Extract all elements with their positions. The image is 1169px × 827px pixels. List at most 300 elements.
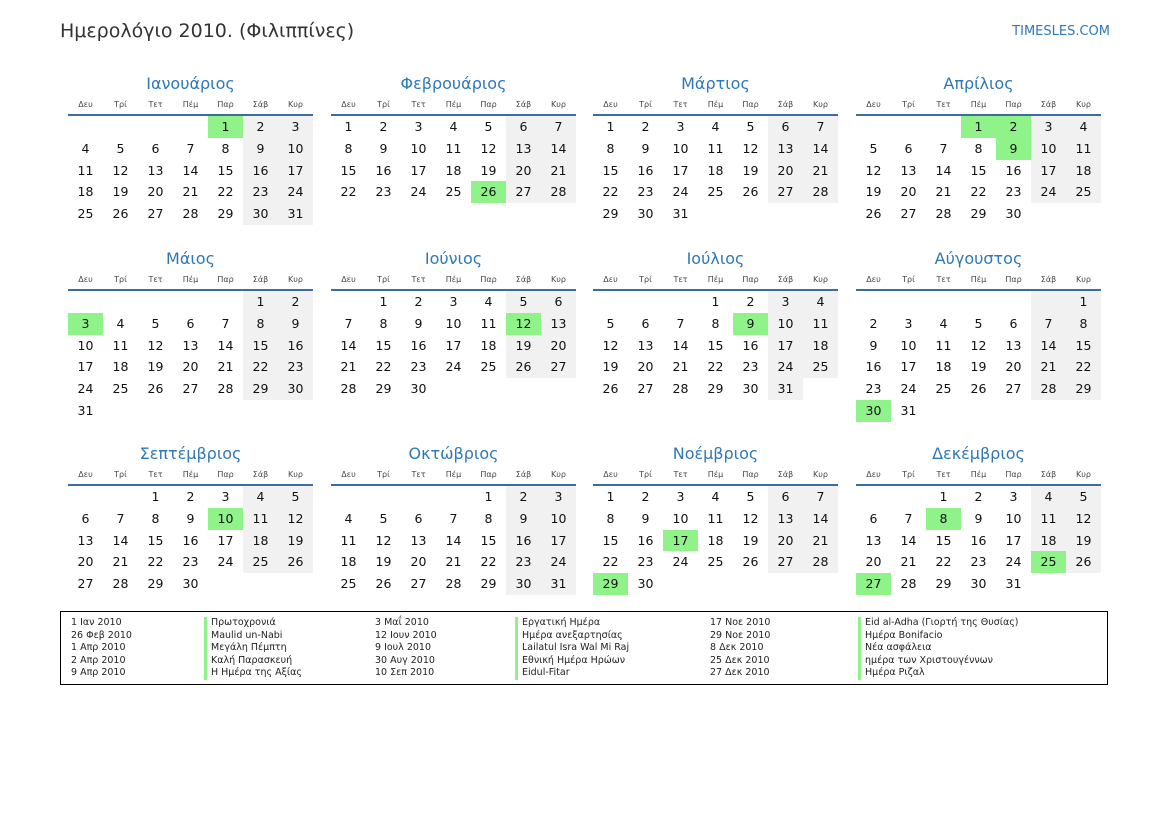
day-cell[interactable]: 16 — [742, 337, 759, 353]
day-cell[interactable]: 12 — [1066, 508, 1101, 530]
day-cell[interactable]: 19 — [602, 359, 619, 375]
day-cell[interactable]: 14 — [1031, 335, 1066, 357]
day-cell[interactable]: 24 — [541, 551, 576, 573]
day-cell[interactable]: 18 — [112, 359, 129, 375]
day-cell[interactable]: 25 — [445, 184, 462, 200]
day-cell[interactable]: 28 — [672, 381, 689, 397]
day-cell[interactable]: 15 — [375, 337, 392, 353]
day-cell[interactable]: 13 — [1005, 337, 1022, 353]
day-cell[interactable]: 20 — [506, 160, 541, 182]
day-cell[interactable]: 10 — [541, 508, 576, 530]
day-cell[interactable]: 17 — [663, 530, 698, 552]
day-cell[interactable]: 7 — [541, 116, 576, 138]
day-cell[interactable]: 10 — [445, 315, 462, 331]
day-cell[interactable]: 4 — [449, 119, 458, 134]
day-cell[interactable]: 1 — [939, 489, 948, 504]
day-cell[interactable]: 10 — [672, 510, 689, 526]
day-cell[interactable]: 15 — [480, 532, 497, 548]
day-cell[interactable]: 13 — [768, 138, 803, 160]
day-cell[interactable]: 27 — [637, 381, 654, 397]
day-cell[interactable]: 7 — [803, 486, 838, 508]
day-cell[interactable]: 25 — [707, 554, 724, 570]
day-cell[interactable]: 20 — [182, 359, 199, 375]
day-cell[interactable]: 28 — [541, 181, 576, 203]
day-cell[interactable]: 12 — [602, 337, 619, 353]
day-cell[interactable]: 16 — [637, 532, 654, 548]
day-cell[interactable]: 23 — [865, 381, 882, 397]
day-cell[interactable]: 9 — [414, 315, 423, 331]
day-cell[interactable]: 17 — [541, 530, 576, 552]
day-cell[interactable]: 15 — [147, 532, 164, 548]
day-cell[interactable]: 27 — [900, 206, 917, 222]
day-cell[interactable]: 4 — [81, 140, 90, 156]
day-cell[interactable]: 31 — [768, 378, 803, 400]
day-cell[interactable]: 19 — [480, 162, 497, 178]
day-cell[interactable]: 6 — [506, 116, 541, 138]
day-cell[interactable]: 21 — [217, 359, 234, 375]
day-cell[interactable]: 23 — [1005, 184, 1022, 200]
day-cell[interactable]: 23 — [506, 551, 541, 573]
day-cell[interactable]: 12 — [480, 140, 497, 156]
day-cell[interactable]: 23 — [970, 554, 987, 570]
day-cell[interactable]: 28 — [340, 381, 357, 397]
day-cell[interactable]: 19 — [970, 359, 987, 375]
day-cell[interactable]: 22 — [602, 184, 619, 200]
day-cell[interactable]: 29 — [602, 206, 619, 222]
day-cell[interactable]: 3 — [414, 119, 423, 134]
day-cell[interactable]: 3 — [768, 291, 803, 313]
day-cell[interactable]: 24 — [672, 554, 689, 570]
day-cell[interactable]: 19 — [742, 162, 759, 178]
day-cell[interactable]: 13 — [410, 532, 427, 548]
day-cell[interactable]: 18 — [707, 162, 724, 178]
day-cell[interactable]: 19 — [742, 532, 759, 548]
day-cell[interactable]: 22 — [340, 184, 357, 200]
day-cell[interactable]: 28 — [900, 576, 917, 592]
day-cell[interactable]: 27 — [182, 381, 199, 397]
day-cell[interactable]: 3 — [676, 489, 685, 504]
day-cell[interactable]: 3 — [904, 315, 913, 331]
day-cell[interactable]: 14 — [217, 337, 234, 353]
day-cell[interactable]: 3 — [449, 294, 458, 309]
day-cell[interactable]: 19 — [147, 359, 164, 375]
day-cell[interactable]: 21 — [340, 359, 357, 375]
day-cell[interactable]: 31 — [1005, 576, 1022, 592]
day-cell[interactable]: 3 — [676, 119, 685, 134]
day-cell[interactable]: 26 — [742, 554, 759, 570]
day-cell[interactable]: 15 — [602, 162, 619, 178]
day-cell[interactable]: 2 — [278, 291, 313, 313]
day-cell[interactable]: 27 — [77, 576, 94, 592]
day-cell[interactable]: 13 — [182, 337, 199, 353]
day-cell[interactable]: 5 — [278, 486, 313, 508]
day-cell[interactable]: 6 — [81, 510, 90, 526]
day-cell[interactable]: 28 — [803, 181, 838, 203]
day-cell[interactable]: 2 — [243, 116, 278, 138]
day-cell[interactable]: 31 — [278, 203, 313, 225]
day-cell[interactable]: 6 — [151, 140, 160, 156]
day-cell[interactable]: 4 — [711, 489, 720, 504]
day-cell[interactable]: 12 — [970, 337, 987, 353]
day-cell[interactable]: 12 — [506, 313, 541, 335]
day-cell[interactable]: 7 — [803, 116, 838, 138]
day-cell[interactable]: 11 — [480, 315, 497, 331]
day-cell[interactable]: 18 — [1031, 530, 1066, 552]
day-cell[interactable]: 25 — [77, 206, 94, 222]
day-cell[interactable]: 30 — [278, 378, 313, 400]
day-cell[interactable]: 29 — [1066, 378, 1101, 400]
day-cell[interactable]: 13 — [768, 508, 803, 530]
day-cell[interactable]: 19 — [278, 530, 313, 552]
day-cell[interactable]: 12 — [742, 140, 759, 156]
day-cell[interactable]: 8 — [243, 313, 278, 335]
day-cell[interactable]: 26 — [147, 381, 164, 397]
day-cell[interactable]: 6 — [904, 140, 913, 156]
day-cell[interactable]: 13 — [77, 532, 94, 548]
day-cell[interactable]: 9 — [243, 138, 278, 160]
day-cell[interactable]: 7 — [116, 510, 125, 526]
day-cell[interactable]: 9 — [186, 510, 195, 526]
day-cell[interactable]: 14 — [182, 162, 199, 178]
day-cell[interactable]: 13 — [147, 162, 164, 178]
day-cell[interactable]: 6 — [1009, 315, 1018, 331]
day-cell[interactable]: 31 — [900, 402, 917, 418]
day-cell[interactable]: 9 — [641, 140, 650, 156]
day-cell[interactable]: 26 — [375, 576, 392, 592]
day-cell[interactable]: 6 — [186, 315, 195, 331]
day-cell[interactable]: 3 — [1009, 489, 1018, 504]
day-cell[interactable]: 20 — [768, 530, 803, 552]
day-cell[interactable]: 10 — [77, 337, 94, 353]
day-cell[interactable]: 2 — [506, 486, 541, 508]
day-cell[interactable]: 8 — [606, 140, 615, 156]
day-cell[interactable]: 4 — [803, 291, 838, 313]
day-cell[interactable]: 24 — [1031, 181, 1066, 203]
day-cell[interactable]: 30 — [1005, 206, 1022, 222]
day-cell[interactable]: 27 — [410, 576, 427, 592]
day-cell[interactable]: 30 — [506, 573, 541, 595]
day-cell[interactable]: 17 — [217, 532, 234, 548]
day-cell[interactable]: 20 — [637, 359, 654, 375]
day-cell[interactable]: 2 — [996, 116, 1031, 138]
day-cell[interactable]: 19 — [865, 184, 882, 200]
day-cell[interactable]: 27 — [768, 181, 803, 203]
day-cell[interactable]: 29 — [147, 576, 164, 592]
day-cell[interactable]: 1 — [1066, 291, 1101, 313]
day-cell[interactable]: 30 — [410, 381, 427, 397]
day-cell[interactable]: 3 — [541, 486, 576, 508]
day-cell[interactable]: 24 — [672, 184, 689, 200]
day-cell[interactable]: 17 — [672, 162, 689, 178]
day-cell[interactable]: 17 — [278, 160, 313, 182]
day-cell[interactable]: 14 — [803, 508, 838, 530]
day-cell[interactable]: 25 — [340, 576, 357, 592]
day-cell[interactable]: 4 — [1031, 486, 1066, 508]
day-cell[interactable]: 8 — [711, 315, 720, 331]
day-cell[interactable]: 16 — [375, 162, 392, 178]
day-cell[interactable]: 18 — [77, 184, 94, 200]
day-cell[interactable]: 1 — [379, 294, 388, 309]
day-cell[interactable]: 21 — [803, 160, 838, 182]
day-cell[interactable]: 26 — [1066, 551, 1101, 573]
day-cell[interactable]: 5 — [379, 510, 388, 526]
day-cell[interactable]: 8 — [344, 140, 353, 156]
day-cell[interactable]: 27 — [768, 551, 803, 573]
day-cell[interactable]: 16 — [182, 532, 199, 548]
day-cell[interactable]: 25 — [1031, 551, 1066, 573]
day-cell[interactable]: 2 — [746, 294, 755, 309]
day-cell[interactable]: 17 — [77, 359, 94, 375]
day-cell[interactable]: 25 — [1066, 181, 1101, 203]
day-cell[interactable]: 30 — [970, 576, 987, 592]
day-cell[interactable]: 8 — [379, 315, 388, 331]
day-cell[interactable]: 9 — [733, 313, 768, 335]
day-cell[interactable]: 18 — [935, 359, 952, 375]
day-cell[interactable]: 16 — [410, 337, 427, 353]
day-cell[interactable]: 4 — [243, 486, 278, 508]
day-cell[interactable]: 1 — [711, 294, 720, 309]
day-cell[interactable]: 27 — [506, 181, 541, 203]
site-link[interactable]: TIMESLES.COM — [1012, 24, 1110, 39]
day-cell[interactable]: 26 — [742, 184, 759, 200]
day-cell[interactable]: 15 — [1066, 335, 1101, 357]
day-cell[interactable]: 1 — [208, 116, 243, 138]
day-cell[interactable]: 30 — [182, 576, 199, 592]
day-cell[interactable]: 5 — [606, 315, 615, 331]
day-cell[interactable]: 9 — [278, 313, 313, 335]
day-cell[interactable]: 1 — [484, 489, 493, 504]
day-cell[interactable]: 17 — [768, 335, 803, 357]
day-cell[interactable]: 11 — [707, 140, 724, 156]
day-cell[interactable]: 21 — [935, 184, 952, 200]
day-cell[interactable]: 15 — [707, 337, 724, 353]
day-cell[interactable]: 23 — [182, 554, 199, 570]
day-cell[interactable]: 22 — [1066, 356, 1101, 378]
day-cell[interactable]: 24 — [900, 381, 917, 397]
day-cell[interactable]: 24 — [1005, 554, 1022, 570]
day-cell[interactable]: 29 — [707, 381, 724, 397]
day-cell[interactable]: 20 — [768, 160, 803, 182]
day-cell[interactable]: 17 — [1005, 532, 1022, 548]
day-cell[interactable]: 10 — [672, 140, 689, 156]
day-cell[interactable]: 21 — [445, 554, 462, 570]
day-cell[interactable]: 14 — [935, 162, 952, 178]
day-cell[interactable]: 12 — [147, 337, 164, 353]
day-cell[interactable]: 13 — [900, 162, 917, 178]
day-cell[interactable]: 1 — [961, 116, 996, 138]
day-cell[interactable]: 28 — [1031, 378, 1066, 400]
day-cell[interactable]: 15 — [340, 162, 357, 178]
day-cell[interactable]: 26 — [112, 206, 129, 222]
day-cell[interactable]: 5 — [746, 119, 755, 134]
day-cell[interactable]: 8 — [1066, 313, 1101, 335]
day-cell[interactable]: 20 — [77, 554, 94, 570]
day-cell[interactable]: 2 — [641, 489, 650, 504]
day-cell[interactable]: 11 — [803, 313, 838, 335]
day-cell[interactable]: 21 — [672, 359, 689, 375]
day-cell[interactable]: 22 — [217, 184, 234, 200]
day-cell[interactable]: 3 — [278, 116, 313, 138]
day-cell[interactable]: 1 — [243, 291, 278, 313]
day-cell[interactable]: 14 — [112, 532, 129, 548]
day-cell[interactable]: 13 — [541, 313, 576, 335]
day-cell[interactable]: 18 — [1066, 160, 1101, 182]
day-cell[interactable]: 25 — [243, 551, 278, 573]
day-cell[interactable]: 9 — [996, 138, 1031, 160]
day-cell[interactable]: 1 — [606, 489, 615, 504]
day-cell[interactable]: 25 — [803, 356, 838, 378]
day-cell[interactable]: 18 — [445, 162, 462, 178]
day-cell[interactable]: 18 — [803, 335, 838, 357]
day-cell[interactable]: 8 — [484, 510, 493, 526]
day-cell[interactable]: 26 — [970, 381, 987, 397]
day-cell[interactable]: 16 — [243, 160, 278, 182]
day-cell[interactable]: 12 — [865, 162, 882, 178]
day-cell[interactable]: 14 — [541, 138, 576, 160]
day-cell[interactable]: 25 — [480, 359, 497, 375]
day-cell[interactable]: 11 — [935, 337, 952, 353]
day-cell[interactable]: 29 — [375, 381, 392, 397]
day-cell[interactable]: 13 — [637, 337, 654, 353]
day-cell[interactable]: 6 — [869, 510, 878, 526]
day-cell[interactable]: 19 — [375, 554, 392, 570]
day-cell[interactable]: 14 — [445, 532, 462, 548]
day-cell[interactable]: 26 — [278, 551, 313, 573]
day-cell[interactable]: 24 — [768, 356, 803, 378]
day-cell[interactable]: 11 — [77, 162, 94, 178]
day-cell[interactable]: 21 — [900, 554, 917, 570]
day-cell[interactable]: 9 — [641, 510, 650, 526]
day-cell[interactable]: 11 — [707, 510, 724, 526]
day-cell[interactable]: 24 — [77, 381, 94, 397]
day-cell[interactable]: 10 — [278, 138, 313, 160]
day-cell[interactable]: 22 — [147, 554, 164, 570]
day-cell[interactable]: 10 — [410, 140, 427, 156]
day-cell[interactable]: 24 — [278, 181, 313, 203]
day-cell[interactable]: 7 — [344, 315, 353, 331]
day-cell[interactable]: 27 — [541, 356, 576, 378]
day-cell[interactable]: 11 — [112, 337, 129, 353]
day-cell[interactable]: 28 — [935, 206, 952, 222]
day-cell[interactable]: 15 — [602, 532, 619, 548]
day-cell[interactable]: 5 — [506, 291, 541, 313]
day-cell[interactable]: 12 — [375, 532, 392, 548]
day-cell[interactable]: 22 — [480, 554, 497, 570]
day-cell[interactable]: 22 — [935, 554, 952, 570]
day-cell[interactable]: 17 — [410, 162, 427, 178]
day-cell[interactable]: 18 — [243, 530, 278, 552]
day-cell[interactable]: 29 — [243, 378, 278, 400]
day-cell[interactable]: 26 — [865, 206, 882, 222]
day-cell[interactable]: 6 — [641, 315, 650, 331]
day-cell[interactable]: 7 — [449, 510, 458, 526]
day-cell[interactable]: 23 — [410, 359, 427, 375]
day-cell[interactable]: 14 — [672, 337, 689, 353]
day-cell[interactable]: 17 — [900, 359, 917, 375]
day-cell[interactable]: 5 — [974, 315, 983, 331]
day-cell[interactable]: 18 — [480, 337, 497, 353]
day-cell[interactable]: 16 — [865, 359, 882, 375]
day-cell[interactable]: 7 — [676, 315, 685, 331]
day-cell[interactable]: 6 — [414, 510, 423, 526]
day-cell[interactable]: 4 — [711, 119, 720, 134]
day-cell[interactable]: 11 — [445, 140, 462, 156]
day-cell[interactable]: 16 — [506, 530, 541, 552]
day-cell[interactable]: 23 — [375, 184, 392, 200]
day-cell[interactable]: 4 — [939, 315, 948, 331]
day-cell[interactable]: 29 — [935, 576, 952, 592]
day-cell[interactable]: 10 — [1031, 138, 1066, 160]
day-cell[interactable]: 11 — [1066, 138, 1101, 160]
day-cell[interactable]: 7 — [221, 315, 230, 331]
day-cell[interactable]: 16 — [278, 335, 313, 357]
day-cell[interactable]: 5 — [1066, 486, 1101, 508]
day-cell[interactable]: 23 — [243, 181, 278, 203]
day-cell[interactable]: 31 — [77, 402, 94, 418]
day-cell[interactable]: 9 — [506, 508, 541, 530]
day-cell[interactable]: 30 — [243, 203, 278, 225]
day-cell[interactable]: 25 — [707, 184, 724, 200]
day-cell[interactable]: 19 — [1066, 530, 1101, 552]
day-cell[interactable]: 8 — [606, 510, 615, 526]
day-cell[interactable]: 7 — [186, 140, 195, 156]
day-cell[interactable]: 16 — [637, 162, 654, 178]
day-cell[interactable]: 30 — [856, 400, 891, 422]
day-cell[interactable]: 21 — [182, 184, 199, 200]
day-cell[interactable]: 10 — [1005, 510, 1022, 526]
day-cell[interactable]: 18 — [340, 554, 357, 570]
day-cell[interactable]: 29 — [593, 573, 628, 595]
day-cell[interactable]: 13 — [865, 532, 882, 548]
day-cell[interactable]: 26 — [602, 381, 619, 397]
day-cell[interactable]: 10 — [768, 313, 803, 335]
day-cell[interactable]: 2 — [974, 489, 983, 504]
day-cell[interactable]: 19 — [506, 335, 541, 357]
day-cell[interactable]: 6 — [541, 291, 576, 313]
day-cell[interactable]: 3 — [68, 313, 103, 335]
day-cell[interactable]: 22 — [970, 184, 987, 200]
day-cell[interactable]: 30 — [742, 381, 759, 397]
day-cell[interactable]: 20 — [1005, 359, 1022, 375]
day-cell[interactable]: 5 — [116, 140, 125, 156]
day-cell[interactable]: 14 — [900, 532, 917, 548]
day-cell[interactable]: 11 — [1031, 508, 1066, 530]
day-cell[interactable]: 2 — [379, 119, 388, 134]
day-cell[interactable]: 20 — [865, 554, 882, 570]
day-cell[interactable]: 26 — [506, 356, 541, 378]
day-cell[interactable]: 24 — [217, 554, 234, 570]
day-cell[interactable]: 6 — [768, 116, 803, 138]
day-cell[interactable]: 12 — [278, 508, 313, 530]
day-cell[interactable]: 8 — [926, 508, 961, 530]
day-cell[interactable]: 17 — [445, 337, 462, 353]
day-cell[interactable]: 22 — [375, 359, 392, 375]
day-cell[interactable]: 11 — [340, 532, 357, 548]
day-cell[interactable]: 2 — [414, 294, 423, 309]
day-cell[interactable]: 30 — [637, 576, 654, 592]
day-cell[interactable]: 23 — [742, 359, 759, 375]
day-cell[interactable]: 4 — [484, 294, 493, 309]
day-cell[interactable]: 5 — [869, 140, 878, 156]
day-cell[interactable]: 21 — [1031, 356, 1066, 378]
day-cell[interactable]: 20 — [900, 184, 917, 200]
day-cell[interactable]: 28 — [112, 576, 129, 592]
day-cell[interactable]: 15 — [935, 532, 952, 548]
day-cell[interactable]: 27 — [1005, 381, 1022, 397]
day-cell[interactable]: 22 — [602, 554, 619, 570]
day-cell[interactable]: 9 — [974, 510, 983, 526]
day-cell[interactable]: 14 — [340, 337, 357, 353]
